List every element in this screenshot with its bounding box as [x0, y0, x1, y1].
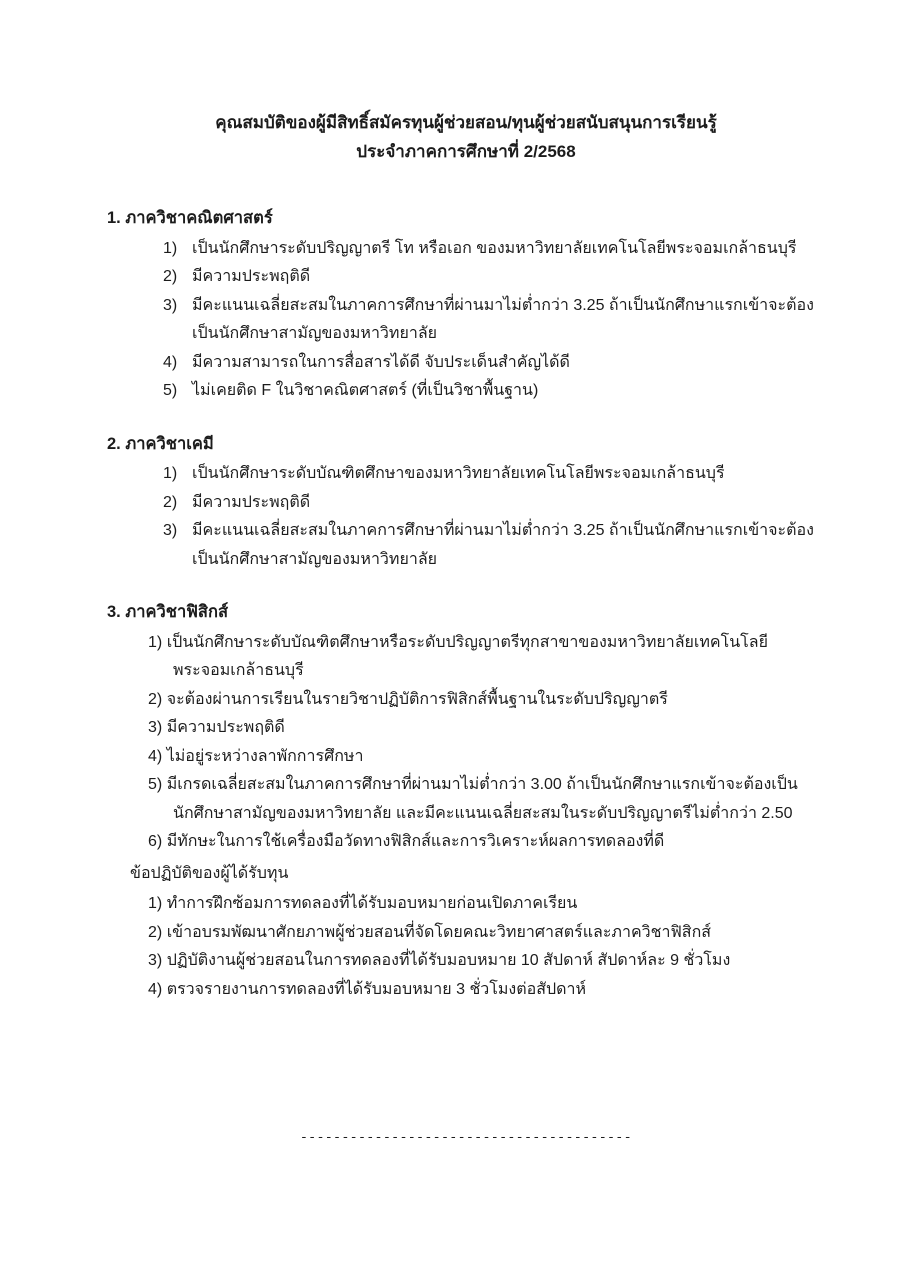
item-text: ปฏิบัติงานผู้ช่วยสอนในการทดลองที่ได้รับมอบหมาย 10 สัปดาห์ สัปดาห์ละ 9 ชั่วโมง: [166, 952, 731, 969]
item-number: 2): [163, 268, 178, 285]
item-text: ทำการฝึกซ้อมการทดลองที่ได้รับมอบหมายก่อนเปิดภาคเรียน: [166, 895, 578, 912]
list-item: [163, 377, 825, 406]
list-item: [148, 890, 825, 919]
list-item: [163, 235, 825, 264]
list-item: [163, 460, 825, 489]
item-text: มีคะแนนเฉลี่ยสะสมในภาคการศึกษาที่ผ่านมาไม่ต่ำกว่า 3.25 ถ้าเป็นนักศึกษาแรกเข้าจะต้องเป็นนักศึกษาสามัญของมหาวิทยาลัย: [192, 522, 814, 568]
item-number: 4): [163, 353, 178, 371]
list-item: [148, 828, 825, 857]
section-mathematics: [107, 204, 825, 406]
document-title-line2: ประจำภาคการศึกษาที่ 2/2568: [356, 142, 576, 161]
duties-heading: ข้อปฏิบัติของผู้ได้รับทุน: [130, 864, 289, 882]
item-text: มีเกรดเฉลี่ยสะสมในภาคการศึกษาที่ผ่านมาไม่ต่ำกว่า 3.00 ถ้าเป็นนักศึกษาแรกเข้าจะต้องเป็นนักศึกษาสามัญของมหาวิทยาลัย และมีคะแนนเฉลี่ยสะสมในระดับปริญญาตรีไม่ต่ำกว่า 2.50: [166, 776, 798, 822]
item-text: มีทักษะในการใช้เครื่องมือวัดทางฟิสิกส์และการวิเคราะห์ผลการทดลองที่ดี: [166, 833, 665, 850]
item-number: 1): [148, 895, 163, 912]
item-text: เป็นนักศึกษาระดับบัณฑิตศึกษาหรือระดับปริญญาตรีทุกสาขาของมหาวิทยาลัยเทคโนโลยีพระจอมเกล้าธนบุรี: [166, 633, 768, 679]
item-number: 1): [148, 633, 163, 651]
qualification-list: [107, 460, 825, 574]
item-text: จะต้องผ่านการเรียนในรายวิชาปฏิบัติการฟิสิกส์พื้นฐานในระดับปริญญาตรี: [166, 690, 668, 708]
item-number: 4): [148, 980, 163, 998]
list-item: [148, 743, 825, 772]
section-heading: 1. ภาควิชาคณิตศาสตร์: [107, 209, 273, 227]
item-text: มีคะแนนเฉลี่ยสะสมในภาคการศึกษาที่ผ่านมาไม่ต่ำกว่า 3.25 ถ้าเป็นนักศึกษาแรกเข้าจะต้องเป็นนักศึกษาสามัญของมหาวิทยาลัย: [192, 296, 814, 342]
item-number: 3): [163, 296, 178, 314]
list-item: [148, 947, 825, 976]
document-title-line1: คุณสมบัติของผู้มีสิทธิ์สมัครทุนผู้ช่วยสอน/ทุนผู้ช่วยสนับสนุนการเรียนรู้: [215, 113, 717, 132]
page-divider: ----------------------------------------: [299, 1130, 633, 1145]
item-number: 5): [163, 382, 178, 399]
section-heading: 3. ภาควิชาฟิสิกส์: [107, 603, 229, 621]
list-item: [163, 489, 825, 518]
item-text: เข้าอบรมพัฒนาศักยภาพผู้ช่วยสอนที่จัดโดยคณะวิทยาศาสตร์และภาควิชาฟิสิกส์: [166, 923, 712, 941]
item-number: 2): [148, 690, 163, 708]
item-number: 3): [148, 719, 163, 736]
section-physics: [107, 598, 825, 1004]
item-text: มีความประพฤติดี: [192, 268, 311, 285]
section-heading: 2. ภาควิชาเคมี: [107, 434, 214, 453]
list-item: [148, 919, 825, 948]
item-text: เป็นนักศึกษาระดับปริญญาตรี โท หรือเอก ของมหาวิทยาลัยเทคโนโลยีพระจอมเกล้าธนบุรี: [192, 239, 797, 257]
item-number: 3): [148, 952, 163, 969]
item-number: 1): [163, 465, 178, 482]
list-item: [148, 686, 825, 715]
item-text: ไม่เคยติด F ในวิชาคณิตศาสตร์ (ที่เป็นวิชาพื้นฐาน): [192, 382, 539, 399]
item-text: มีความสามารถในการสื่อสารได้ดี จับประเด็นสำคัญได้ดี: [192, 353, 570, 371]
list-item: [148, 771, 825, 828]
list-item: [148, 976, 825, 1005]
duties-list: [107, 890, 825, 1004]
section-chemistry: [107, 430, 825, 575]
item-text: ไม่อยู่ระหว่างลาพักการศึกษา: [166, 747, 364, 765]
list-item: [148, 714, 825, 743]
item-text: ตรวจรายงานการทดลองที่ได้รับมอบหมาย 3 ชั่วโมงต่อสัปดาห์: [166, 980, 587, 998]
document-title: [107, 108, 825, 166]
item-text: มีความประพฤติดี: [192, 493, 311, 511]
item-number: 2): [148, 923, 163, 941]
list-item: [163, 292, 825, 349]
list-item: [163, 517, 825, 574]
qualification-list: [107, 235, 825, 406]
item-number: 4): [148, 747, 163, 765]
item-text: มีความประพฤติดี: [166, 719, 285, 736]
list-item: [163, 263, 825, 292]
item-number: 5): [148, 776, 163, 793]
list-item: [163, 349, 825, 378]
item-text: เป็นนักศึกษาระดับบัณฑิตศึกษาของมหาวิทยาลัยเทคโนโลยีพระจอมเกล้าธนบุรี: [192, 465, 725, 482]
item-number: 6): [148, 833, 163, 850]
list-item: [148, 629, 825, 686]
item-number: 3): [163, 522, 178, 539]
item-number: 1): [163, 239, 178, 257]
qualification-list: [107, 629, 825, 857]
item-number: 2): [163, 493, 178, 511]
